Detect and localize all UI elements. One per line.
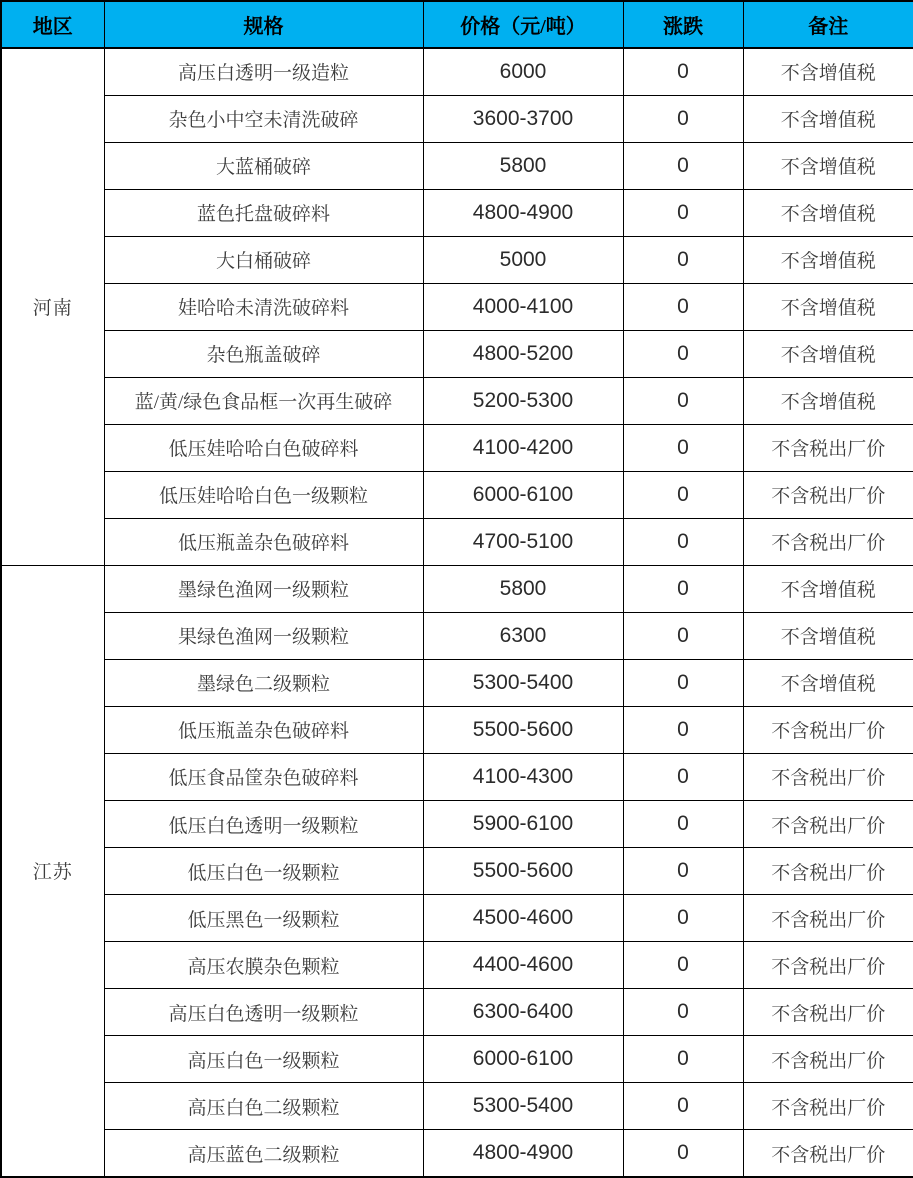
note-cell: 不含增值税 xyxy=(743,236,913,283)
note-cell: 不含增值税 xyxy=(743,612,913,659)
note-cell: 不含税出厂价 xyxy=(743,424,913,471)
note-cell: 不含增值税 xyxy=(743,565,913,612)
spec-cell: 杂色瓶盖破碎 xyxy=(104,330,423,377)
table-header xyxy=(1,1,913,48)
col-header-price: 价格（元/吨） xyxy=(423,1,623,48)
col-header-spec: 规格 xyxy=(104,1,423,48)
change-cell: 0 xyxy=(623,95,743,142)
spec-cell: 高压白色二级颗粒 xyxy=(104,1083,423,1130)
table-row xyxy=(1,95,913,142)
change-cell: 0 xyxy=(623,1036,743,1083)
spec-cell: 低压黑色一级颗粒 xyxy=(104,895,423,942)
region-cell: 河南 xyxy=(1,48,104,565)
price-cell: 4700-5100 xyxy=(423,518,623,565)
price-cell: 6000-6100 xyxy=(423,471,623,518)
col-header-note: 备注 xyxy=(743,1,913,48)
table-row xyxy=(1,612,913,659)
table-row xyxy=(1,565,913,612)
change-cell: 0 xyxy=(623,142,743,189)
change-cell: 0 xyxy=(623,848,743,895)
note-cell: 不含税出厂价 xyxy=(743,471,913,518)
price-cell: 5500-5600 xyxy=(423,848,623,895)
spec-cell: 高压蓝色二级颗粒 xyxy=(104,1130,423,1177)
table-row xyxy=(1,471,913,518)
price-cell: 5900-6100 xyxy=(423,801,623,848)
change-cell: 0 xyxy=(623,565,743,612)
region-cell: 江苏 xyxy=(1,565,104,1177)
price-cell: 6300-6400 xyxy=(423,989,623,1036)
note-cell: 不含税出厂价 xyxy=(743,848,913,895)
spec-cell: 大白桶破碎 xyxy=(104,236,423,283)
price-cell: 5800 xyxy=(423,142,623,189)
change-cell: 0 xyxy=(623,471,743,518)
table-row xyxy=(1,142,913,189)
table-row xyxy=(1,518,913,565)
table-row xyxy=(1,1036,913,1083)
note-cell: 不含增值税 xyxy=(743,377,913,424)
price-cell: 5300-5400 xyxy=(423,659,623,706)
note-cell: 不含税出厂价 xyxy=(743,1083,913,1130)
change-cell: 0 xyxy=(623,1130,743,1177)
spec-cell: 低压白色一级颗粒 xyxy=(104,848,423,895)
price-cell: 4000-4100 xyxy=(423,283,623,330)
note-cell: 不含税出厂价 xyxy=(743,1130,913,1177)
note-cell: 不含增值税 xyxy=(743,283,913,330)
change-cell: 0 xyxy=(623,189,743,236)
change-cell: 0 xyxy=(623,330,743,377)
change-cell: 0 xyxy=(623,801,743,848)
change-cell: 0 xyxy=(623,989,743,1036)
table-row xyxy=(1,942,913,989)
change-cell: 0 xyxy=(623,895,743,942)
change-cell: 0 xyxy=(623,753,743,800)
table-row xyxy=(1,1083,913,1130)
table-row xyxy=(1,848,913,895)
note-cell: 不含税出厂价 xyxy=(743,706,913,753)
price-cell: 6300 xyxy=(423,612,623,659)
spec-cell: 高压农膜杂色颗粒 xyxy=(104,942,423,989)
price-cell: 4100-4200 xyxy=(423,424,623,471)
spec-cell: 低压瓶盖杂色破碎料 xyxy=(104,518,423,565)
note-cell: 不含税出厂价 xyxy=(743,518,913,565)
table-row xyxy=(1,424,913,471)
change-cell: 0 xyxy=(623,283,743,330)
change-cell: 0 xyxy=(623,236,743,283)
change-cell: 0 xyxy=(623,942,743,989)
spec-cell: 低压瓶盖杂色破碎料 xyxy=(104,706,423,753)
col-header-region: 地区 xyxy=(1,1,104,48)
change-cell: 0 xyxy=(623,377,743,424)
note-cell: 不含税出厂价 xyxy=(743,942,913,989)
note-cell: 不含税出厂价 xyxy=(743,989,913,1036)
spec-cell: 高压白透明一级造粒 xyxy=(104,48,423,95)
price-cell: 4800-5200 xyxy=(423,330,623,377)
note-cell: 不含增值税 xyxy=(743,48,913,95)
spec-cell: 大蓝桶破碎 xyxy=(104,142,423,189)
change-cell: 0 xyxy=(623,659,743,706)
change-cell: 0 xyxy=(623,706,743,753)
note-cell: 不含增值税 xyxy=(743,95,913,142)
note-cell: 不含税出厂价 xyxy=(743,1036,913,1083)
table-row xyxy=(1,989,913,1036)
col-header-change: 涨跌 xyxy=(623,1,743,48)
spec-cell: 低压食品筐杂色破碎料 xyxy=(104,753,423,800)
table-row xyxy=(1,48,913,95)
spec-cell: 墨绿色渔网一级颗粒 xyxy=(104,565,423,612)
table-row xyxy=(1,659,913,706)
note-cell: 不含增值税 xyxy=(743,142,913,189)
note-cell: 不含税出厂价 xyxy=(743,801,913,848)
table-row xyxy=(1,895,913,942)
table-row xyxy=(1,753,913,800)
spec-cell: 高压白色透明一级颗粒 xyxy=(104,989,423,1036)
note-cell: 不含税出厂价 xyxy=(743,895,913,942)
spec-cell: 杂色小中空未清洗破碎 xyxy=(104,95,423,142)
change-cell: 0 xyxy=(623,424,743,471)
price-cell: 4400-4600 xyxy=(423,942,623,989)
price-cell: 4500-4600 xyxy=(423,895,623,942)
spec-cell: 蓝色托盘破碎料 xyxy=(104,189,423,236)
change-cell: 0 xyxy=(623,1083,743,1130)
spec-cell: 果绿色渔网一级颗粒 xyxy=(104,612,423,659)
table-row xyxy=(1,706,913,753)
price-cell: 4100-4300 xyxy=(423,753,623,800)
change-cell: 0 xyxy=(623,612,743,659)
note-cell: 不含增值税 xyxy=(743,189,913,236)
table-row xyxy=(1,1130,913,1177)
table-row xyxy=(1,377,913,424)
change-cell: 0 xyxy=(623,48,743,95)
table-row xyxy=(1,330,913,377)
price-cell: 6000 xyxy=(423,48,623,95)
table-row xyxy=(1,189,913,236)
note-cell: 不含增值税 xyxy=(743,659,913,706)
price-cell: 5800 xyxy=(423,565,623,612)
price-cell: 5200-5300 xyxy=(423,377,623,424)
note-cell: 不含增值税 xyxy=(743,330,913,377)
price-cell: 3600-3700 xyxy=(423,95,623,142)
price-cell: 6000-6100 xyxy=(423,1036,623,1083)
table-row xyxy=(1,236,913,283)
note-cell: 不含税出厂价 xyxy=(743,753,913,800)
table-row xyxy=(1,283,913,330)
spec-cell: 蓝/黄/绿色食品框一次再生破碎 xyxy=(104,377,423,424)
table-body xyxy=(1,48,913,1177)
spec-cell: 低压娃哈哈白色破碎料 xyxy=(104,424,423,471)
change-cell: 0 xyxy=(623,518,743,565)
spec-cell: 墨绿色二级颗粒 xyxy=(104,659,423,706)
header-row xyxy=(1,1,913,48)
price-cell: 4800-4900 xyxy=(423,1130,623,1177)
price-cell: 5500-5600 xyxy=(423,706,623,753)
spec-cell: 高压白色一级颗粒 xyxy=(104,1036,423,1083)
price-cell: 4800-4900 xyxy=(423,189,623,236)
spec-cell: 低压娃哈哈白色一级颗粒 xyxy=(104,471,423,518)
spec-cell: 娃哈哈未清洗破碎料 xyxy=(104,283,423,330)
table-row xyxy=(1,801,913,848)
price-cell: 5300-5400 xyxy=(423,1083,623,1130)
price-cell: 5000 xyxy=(423,236,623,283)
spec-cell: 低压白色透明一级颗粒 xyxy=(104,801,423,848)
